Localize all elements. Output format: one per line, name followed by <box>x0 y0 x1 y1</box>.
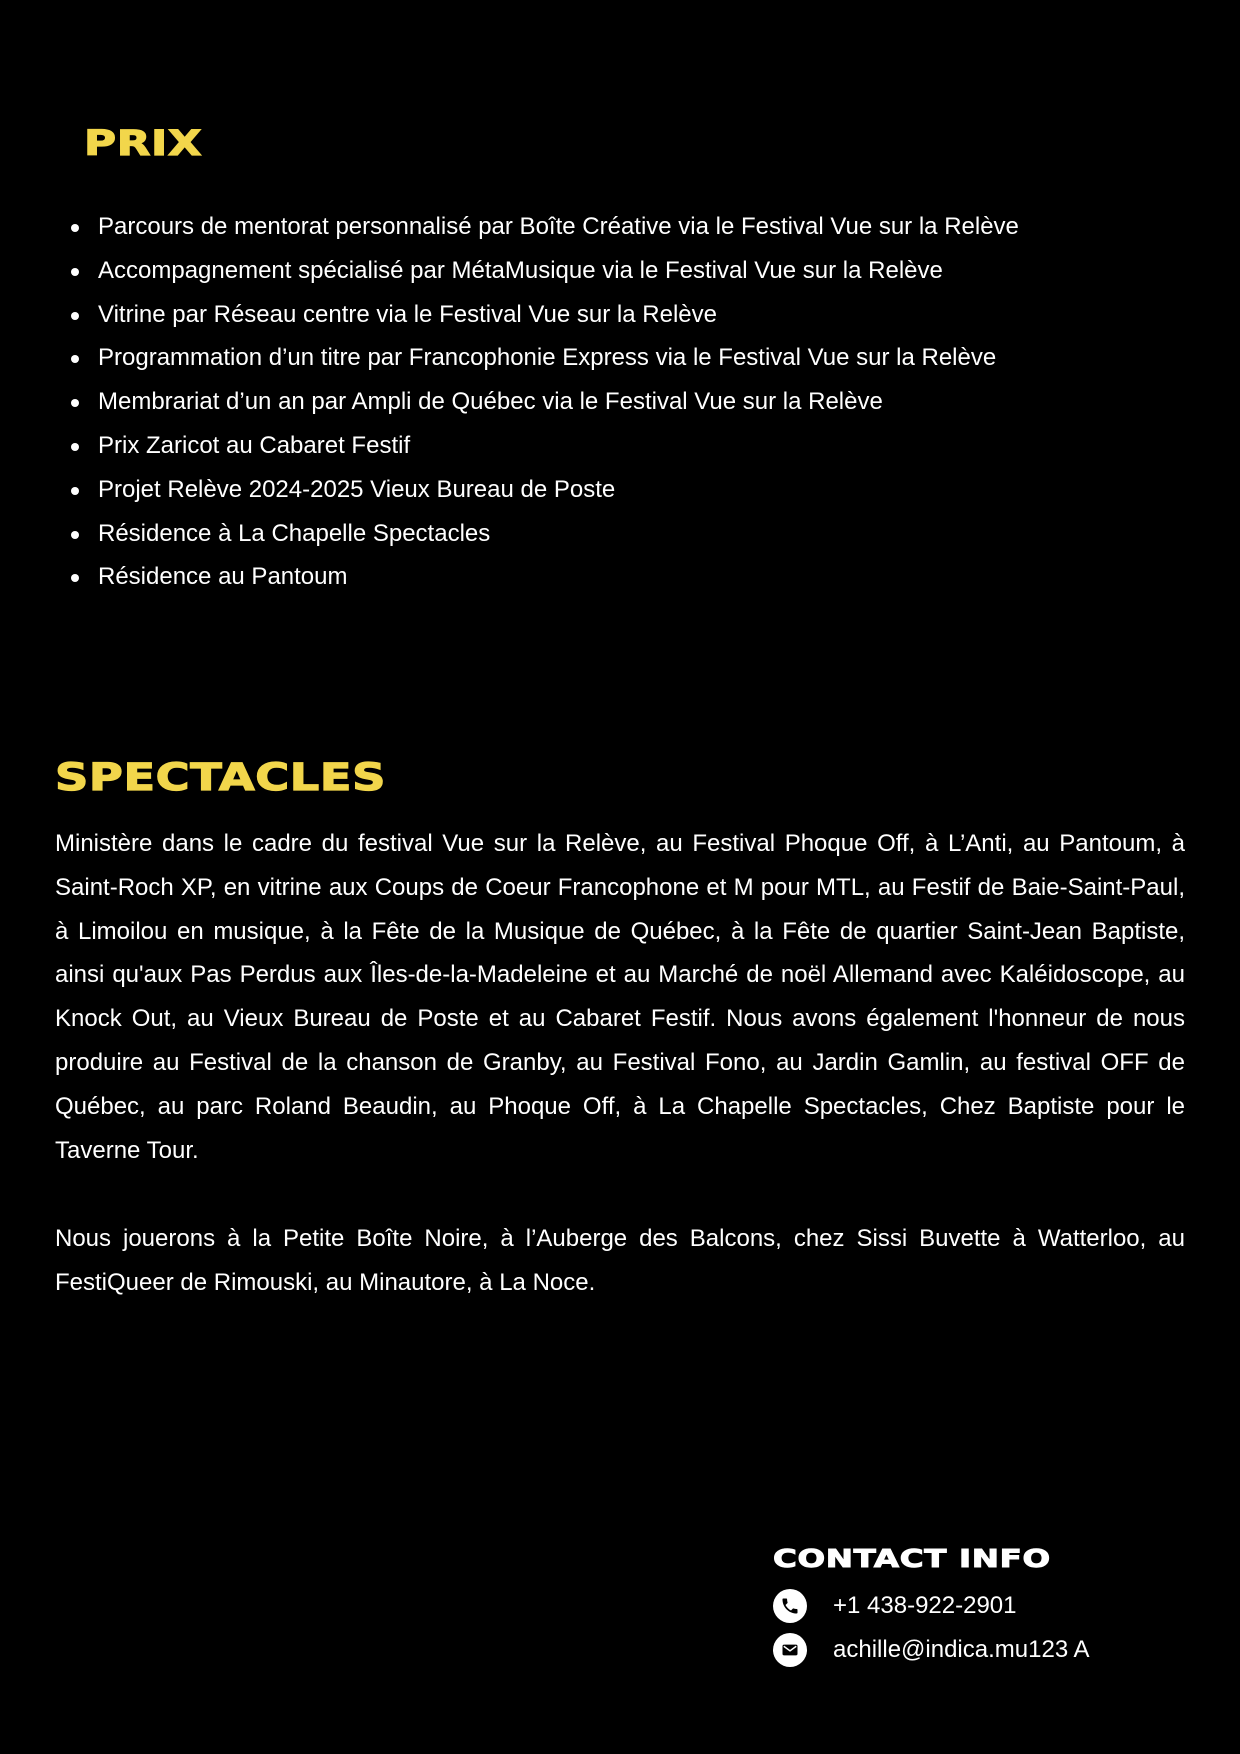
bullet <box>71 443 79 451</box>
list-item <box>70 336 1180 380</box>
bullet <box>71 574 79 582</box>
prix-item-text: Prix Zaricot au Cabaret Festif <box>98 431 411 459</box>
bullet <box>71 531 79 539</box>
phone-icon <box>773 1589 807 1623</box>
spectacles-heading: SPECTACLES <box>55 756 387 799</box>
list-item <box>70 249 1180 293</box>
mail-icon <box>773 1633 807 1667</box>
bullet <box>71 487 79 495</box>
spectacles-paragraph-upcoming: Nous jouerons à la Petite Boîte Noire, à l’Auberge des Balcons, chez Sissi Buvette à Watterloo, au FestiQueer de Rimouski, au Minautore, à La Noce. <box>55 1225 1185 1296</box>
contact-phone[interactable] <box>773 1588 1017 1624</box>
list-item <box>70 424 1180 468</box>
bullet <box>71 312 79 320</box>
email-address: achille@indica.mu123 A <box>833 1636 1090 1663</box>
list-item <box>70 293 1180 337</box>
list-item <box>70 468 1180 512</box>
prix-heading: PRIX <box>84 124 203 164</box>
prix-item-text: Membrariat d’un an par Ampli de Québec via le Festival Vue sur la Relève <box>98 388 883 416</box>
prix-item-text: Projet Relève 2024-2025 Vieux Bureau de Poste <box>98 475 616 503</box>
contact-email[interactable] <box>773 1632 1090 1668</box>
prix-list <box>70 205 1180 599</box>
prix-item-text: Parcours de mentorat personnalisé par Boîte Créative via le Festival Vue sur la Relève <box>98 213 1019 240</box>
bullet <box>71 268 79 276</box>
list-item <box>70 555 1180 599</box>
contact-heading: CONTACT INFO <box>773 1544 1051 1573</box>
list-item <box>70 380 1180 424</box>
prix-item-text: Accompagnement spécialisé par MétaMusique via le Festival Vue sur la Relève <box>98 256 943 284</box>
spectacles-paragraph: Ministère dans le cadre du festival Vue sur la Relève, au Festival Phoque Off, à L’Anti, au Pantoum, à Saint-Roch XP, en vitrine aux Coups de Coeur Francophone et M pour MTL, au Festif de Baie-Saint-Paul, à Limoilou en musique, à la Fête de la Musique de Québec, à la Fête de quartier Saint-Jean Baptiste, ainsi qu'aux Pas Perdus aux Îles-de-la-Madeleine et au Marché de noël Allemand avec Kaléidoscope, au Knock Out, au Vieux Bureau de Poste et au Cabaret Festif. Nous avons également l'honneur de nous produire au Festival de la chanson de Granby, au Festival Fono, au Jardin Gamlin, au festival OFF de Québec, au parc Roland Beaudin, au Phoque Off, à La Chapelle Spectacles, Chez Baptiste pour le Taverne Tour. <box>55 830 1185 1164</box>
prix-item-text: Vitrine par Réseau centre via le Festival Vue sur la Relève <box>98 300 717 328</box>
bullet <box>71 355 79 363</box>
bullet <box>71 399 79 407</box>
list-item <box>70 205 1180 249</box>
prix-item-text: Programmation d’un titre par Francophonie Express via le Festival Vue sur la Relève <box>98 344 997 372</box>
phone-number: +1 438-922-2901 <box>833 1592 1017 1619</box>
prix-item-text: Résidence au Pantoum <box>98 563 348 591</box>
bullet <box>71 224 79 232</box>
list-item <box>70 512 1180 556</box>
prix-item-text: Résidence à La Chapelle Spectacles <box>98 519 491 547</box>
